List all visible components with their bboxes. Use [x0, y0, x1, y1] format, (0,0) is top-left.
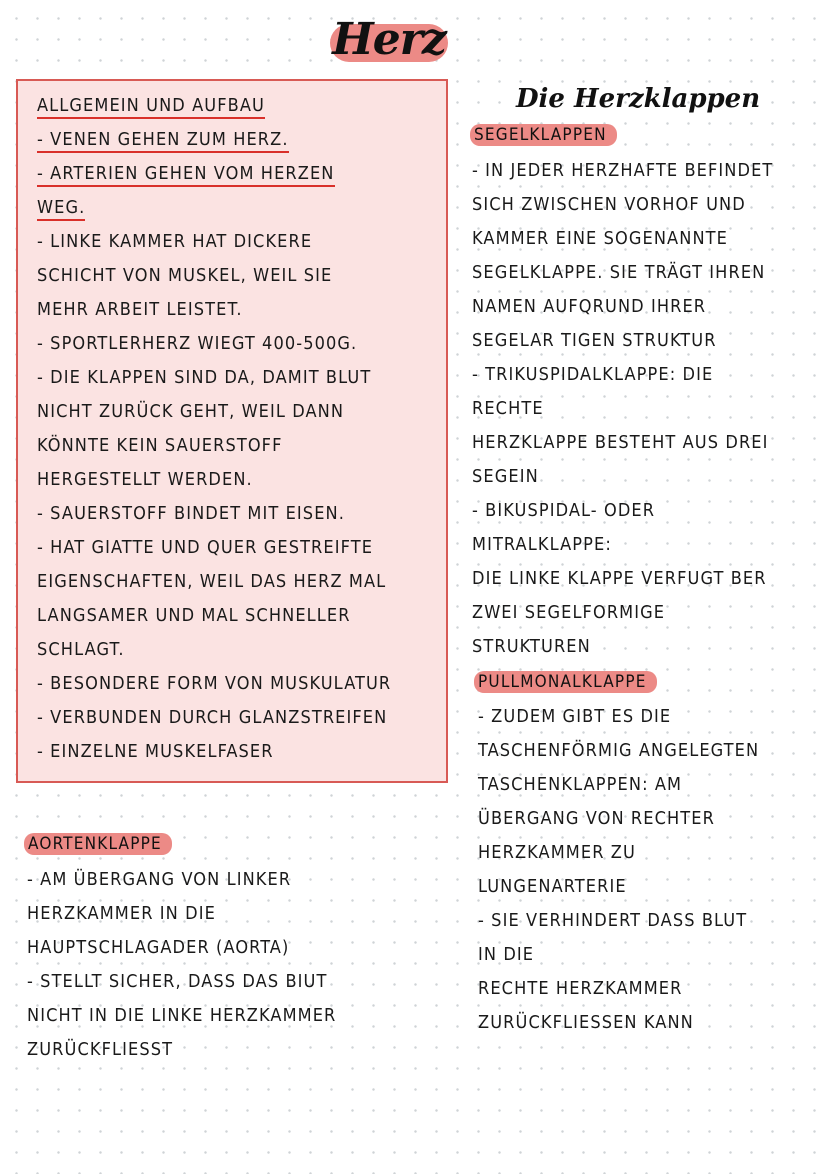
pulmonalklappe-line: TASCHENKLAPPEN: AM — [478, 774, 683, 795]
pulmonalklappe-line: HERZKAMMER ZU — [478, 842, 636, 863]
segelklappen-line: SEGELKLAPPE. SIE TRÄGT IHREN — [472, 262, 766, 283]
allgemein-line: SCHLAGT. — [37, 639, 125, 660]
segelklappen-line: STRUKTUREN — [472, 636, 591, 657]
allgemein-line: - VENEN GEHEN ZUM HERZ. — [37, 129, 289, 151]
pulmonalklappe-line: RECHTE HERZKAMMER — [478, 978, 683, 999]
allgemein-line: - VERBUNDEN DURCH GLANZSTREIFEN — [37, 707, 388, 728]
allgemein-line: SCHICHT VON MUSKEL, WEIL SIE — [37, 265, 333, 286]
allgemein-line: NICHT ZURÜCK GEHT, WEIL DANN — [37, 401, 345, 422]
allgemein-line: LANGSAMER UND MAL SCHNELLER — [37, 605, 351, 626]
allgemein-line: EIGENSCHAFTEN, WEIL DAS HERZ MAL — [37, 571, 387, 592]
segelklappen-line: - TRIKUSPIDALKLAPPE: DIE — [472, 364, 714, 385]
allgemein-heading: ALLGEMEIN UND AUFBAU — [37, 95, 265, 117]
aortenklappe-line: - STELLT SICHER, DASS DAS BIUT — [27, 971, 328, 992]
pulmonalklappe-heading: PULLMONALKLAPPE — [474, 671, 657, 693]
allgemein-line: - SAUERSTOFF BINDET MIT EISEN. — [37, 503, 345, 524]
allgemein-line: HERGESTELLT WERDEN. — [37, 469, 253, 490]
allgemein-line: - LINKE KAMMER HAT DICKERE — [37, 231, 313, 252]
aortenklappe-line: - AM ÜBERGANG VON LINKER — [27, 869, 292, 890]
pulmonalklappe-line: TASCHENFÖRMIG ANGELEGTEN — [478, 740, 760, 761]
pulmonalklappe-line: - ZUDEM GIBT ES DIE — [478, 706, 672, 727]
pulmonalklappe-line: IN DIE — [478, 944, 535, 965]
title-block — [330, 12, 448, 68]
allgemein-line: - ARTERIEN GEHEN VOM HERZEN — [37, 163, 335, 185]
herzklappen-title: Die Herzklappen — [516, 84, 761, 114]
segelklappen-line: DIE LINKE KLAPPE VERFUGT BER — [472, 568, 767, 589]
pulmonalklappe-line: - SIE VERHINDERT DASS BLUT — [478, 910, 748, 931]
segelklappen-line: ZWEI SEGELFORMIGE — [472, 602, 666, 623]
allgemein-line: - HAT GIATTE UND QUER GESTREIFTE — [37, 537, 374, 558]
segelklappen-line: HERZKLAPPE BESTEHT AUS DREI — [472, 432, 769, 453]
segelklappen-line: MITRALKLAPPE: — [472, 534, 612, 555]
aortenklappe-line: HERZKAMMER IN DIE — [27, 903, 216, 924]
allgemein-line: KÖNNTE KEIN SAUERSTOFF — [37, 435, 283, 456]
aortenklappe-line: ZURÜCKFLIESST — [27, 1039, 174, 1060]
aortenklappe-line: HAUPTSCHLAGADER (AORTA) — [27, 937, 290, 958]
segelklappen-line: - BIKUSPIDAL- ODER — [472, 500, 656, 521]
segelklappen-line: SICH ZWISCHEN VORHOF UND — [472, 194, 746, 215]
aortenklappe-line: NICHT IN DIE LINKE HERZKAMMER — [27, 1005, 337, 1026]
allgemein-line: - EINZELNE MUSKELFASER — [37, 741, 274, 762]
page-title: Herz — [332, 14, 446, 65]
pulmonalklappe-line: ZURÜCKFLIESSEN KANN — [478, 1012, 694, 1033]
aortenklappe-heading: AORTENKLAPPE — [24, 833, 172, 855]
segelklappen-line: RECHTE — [472, 398, 544, 419]
pulmonalklappe-line: ÜBERGANG VON RECHTER — [478, 808, 715, 829]
allgemein-line: WEG. — [37, 197, 85, 219]
segelklappen-line: - IN JEDER HERZHAFTE BEFINDET — [472, 160, 774, 181]
allgemein-line: - BESONDERE FORM VON MUSKULATUR — [37, 673, 392, 694]
allgemein-line: - DIE KLAPPEN SIND DA, DAMIT BLUT — [37, 367, 372, 388]
segelklappen-line: SEGELAR TIGEN STRUKTUR — [472, 330, 717, 351]
allgemein-line: MEHR ARBEIT LEISTET. — [37, 299, 243, 320]
segelklappen-heading: SEGELKLAPPEN — [470, 124, 617, 146]
allgemein-line: - SPORTLERHERZ WIEGT 400-500G. — [37, 333, 358, 354]
segelklappen-line: KAMMER EINE SOGENANNTE — [472, 228, 728, 249]
segelklappen-line: SEGEIN — [472, 466, 539, 487]
pulmonalklappe-line: LUNGENARTERIE — [478, 876, 627, 897]
segelklappen-line: NAMEN AUFQRUND IHRER — [472, 296, 707, 317]
